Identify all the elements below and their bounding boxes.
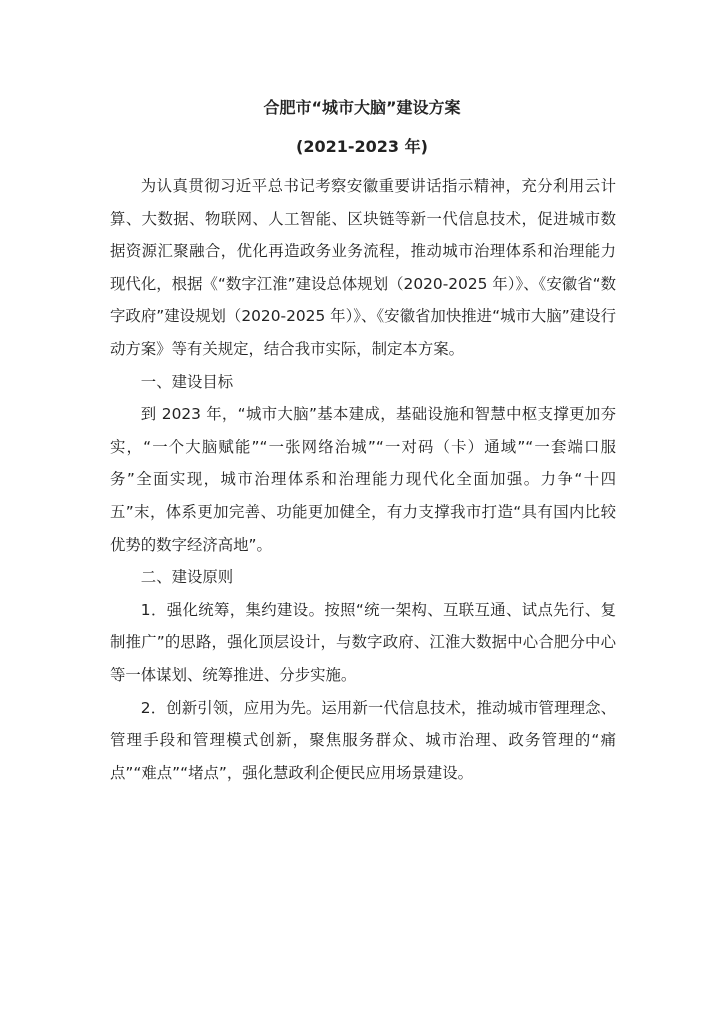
principle-1-paragraph: 1．强化统筹，集约建设。按照“统一架构、互联互通、试点先行、复制推广”的思路，强化顶层设计，与数字政府、江淮大数据中心合肥分中心等一体谋划、统筹推进、分步实施。 <box>110 600 616 684</box>
section-heading-principles: 二、建设原则 <box>140 568 234 587</box>
goals-paragraph: 到 2023 年，“城市大脑”基本建成，基础设施和智慧中枢支撑更加夯实，“一个大脑赋能”“一张网络治城”“一对码（卡）通域”“一套端口服务”全面实现，城市治理体系和治理能力现代化全面加强。力争“十四五”末，体系更加完善、功能更加健全，有力支撑我市打造“具有国内比较优势的数字经济高地”。 <box>110 405 616 554</box>
section-heading-goals: 一、建设目标 <box>140 372 234 391</box>
document-subtitle: (2021-2023 年) <box>296 137 428 156</box>
document-body <box>110 170 616 789</box>
intro-paragraph: 为认真贯彻习近平总书记考察安徽重要讲话指示精神，充分利用云计算、大数据、物联网、人工智能、区块链等新一代信息技术，促进城市数据资源汇聚融合，优化再造政务业务流程，推动城市治理体系和治理能力现代化，根据《“数字江淮”建设总体规划（2020-2025 年）》、《安徽省“数字政府”建设规划（2020-2025 年）》、《安徽省加快推进“城市大脑”建设行动方案》等有关规定，结合我市实际，制定本方案。 <box>110 177 616 358</box>
principle-2-paragraph: 2．创新引领，应用为先。运用新一代信息技术，推动城市管理理念、管理手段和管理模式创新，聚焦服务群众、城市治理、政务管理的“痛点”“难点”“堵点”，强化慧政利企便民应用场景建设。 <box>110 698 616 782</box>
document-title: 合肥市“城市大脑”建设方案 <box>263 98 461 117</box>
